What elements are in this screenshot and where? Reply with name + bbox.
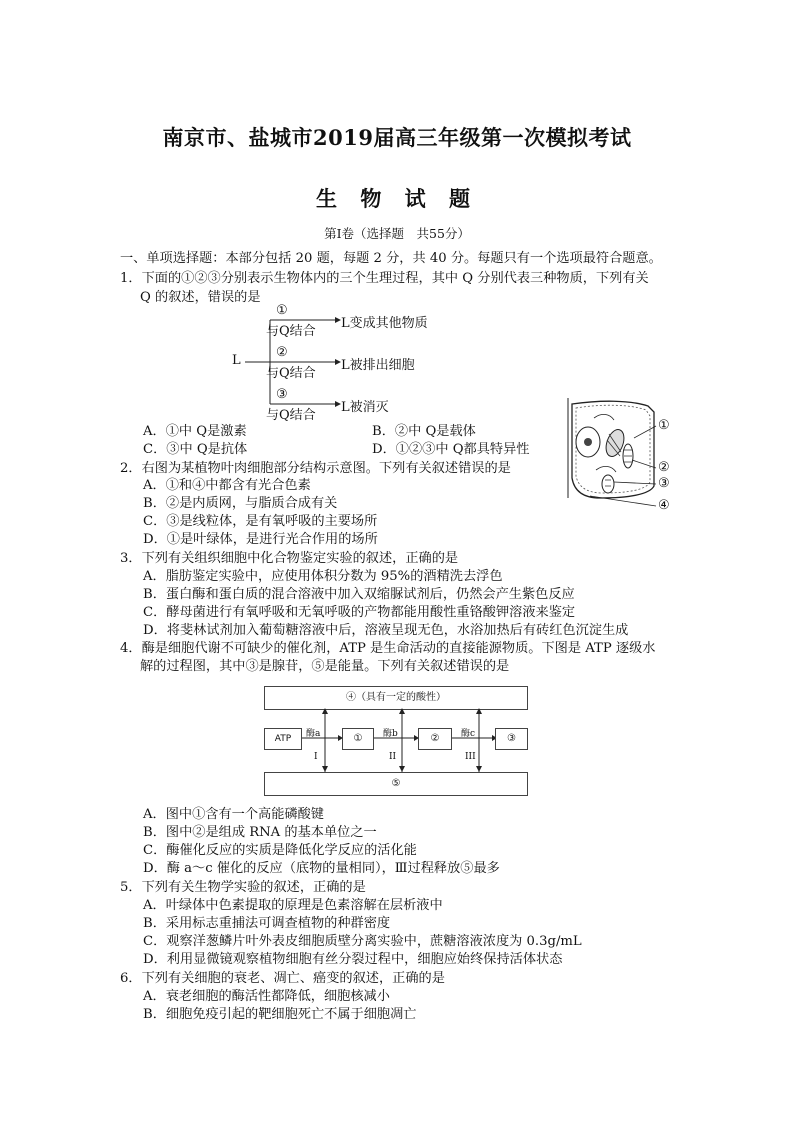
q4-bottom-box-label: ⑤ [391,778,401,789]
q3-option-c: C．酵母菌进行有氧呼吸和无氧呼吸的产物都能用酸性重铬酸钾溶液来鉴定 [143,605,576,620]
node-2 [418,728,452,750]
node-3-label: ③ [507,733,516,744]
q1-branch1-result: L变成其他物质 [341,316,428,331]
page-title: 南京市、盐城市2019届高三年级第一次模拟考试 [162,125,632,150]
q5-stem: 5．下列有关生物学实验的叙述，正确的是 [120,880,366,895]
q6-stem: 6．下列有关细胞的衰老、凋亡、癌变的叙述，正确的是 [120,971,445,986]
q1-option-b: B．②中 Q是载体 [372,424,476,439]
q1-option-c: C．③中 Q是抗体 [143,442,248,457]
q4-option-d: D．酶 a～c 催化的反应（底物的量相同），Ⅲ过程释放⑤最多 [143,861,500,876]
q4-top-box-label: ④（具有一定的酸性） [346,692,446,703]
node-1 [342,728,374,750]
node-1-label: ① [353,733,363,744]
q1-branch2-result: L被排出细胞 [341,358,415,373]
q4-option-a: A．图中①含有一个高能磷酸键 [143,807,324,822]
q5-option-d: D．利用显微镜观察植物细胞有丝分裂过程中，细胞应始终保持活体状态 [143,952,563,967]
part-heading: 第Ⅰ卷（选择题 共55分） [324,226,470,241]
q4-top-box [264,686,528,710]
q2-option-d: D．①是叶绿体，是进行光合作用的场所 [143,532,378,547]
q2-option-b: B．②是内质网，与脂质合成有关 [143,496,338,511]
q3-stem: 3．下列有关组织细胞中化合物鉴定实验的叙述，正确的是 [120,551,459,566]
q4-stem-line2: 解的过程图，其中③是腺苷，⑤是能量。下列有关叙述错误的是 [140,659,510,674]
step-1-label: I [314,752,318,762]
q1-branch3-result: L被消灭 [341,400,389,415]
node-2-label: ② [430,733,440,744]
q6-option-b: B．细胞免疫引起的靶细胞死亡不属于细胞凋亡 [143,1007,417,1022]
q1-branch1-label: 与Q结合 [266,324,316,339]
q1-branch2-label: 与Q结合 [266,366,316,381]
q5-option-b: B．采用标志重捕法可调查植物的种群密度 [143,916,391,931]
q1-stem-line2: Q 的叙述，错误的是 [140,290,261,305]
q1-option-d: D．①②③中 Q都具特异性 [372,442,530,457]
q4-arrows [264,708,528,774]
q1-branch3-label: 与Q结合 [266,408,316,423]
q2-option-c: C．③是线粒体，是有氧呼吸的主要场所 [143,514,378,529]
cell-label-2: ② [658,460,670,475]
node-3 [495,728,528,750]
q4-option-c: C．酶催化反应的实质是降低化学反应的活化能 [143,843,417,858]
q5-option-a: A．叶绿体中色素提取的原理是色素溶解在层析液中 [143,898,443,913]
q1-branch1-num: ① [276,303,288,318]
q2-stem: 2．右图为某植物叶肉细胞部分结构示意图。下列有关叙述错误的是 [120,461,511,476]
q5-option-c: C．观察洋葱鳞片叶外表皮细胞质壁分离实验中，蔗糖溶液浓度为 0.3g/mL [143,934,582,949]
enzyme-a-label: 酶a [306,729,321,739]
page-subtitle: 生 物 试 题 [316,186,478,211]
q4-stem-line1: 4．酶是细胞代谢不可缺少的催化剂，ATP 是生命活动的直接能源物质。下图是 ATP 逐级水 [120,641,656,656]
q1-stem-line1: 1．下面的①②③分别表示生物体内的三个生理过程，其中 Q 分别代表三种物质，下列有关 [120,271,649,286]
cell-label-1: ① [658,418,670,433]
q2-option-a: A．①和④中都含有光合色素 [143,478,311,493]
cell-label-3: ③ [658,476,670,491]
q4-option-b: B．图中②是组成 RNA 的基本单位之一 [143,825,377,840]
q3-option-d: D．将斐林试剂加入葡萄糖溶液中后，溶液呈现无色，水浴加热后有砖红色沉淀生成 [143,623,629,638]
enzyme-c-label: 酶c [461,729,476,739]
step-2-label: II [389,752,397,762]
step-3-label: III [465,752,476,762]
q1-branch2-num: ② [276,345,288,360]
cell-label-4: ④ [658,498,670,513]
q1-option-a: A．①中 Q是激素 [143,424,247,439]
q1-branch3-num: ③ [276,387,288,402]
q1-origin-label: L [232,353,241,368]
q3-option-a: A．脂肪鉴定实验中，应使用体积分数为 95%的酒精洗去浮色 [143,569,503,584]
section-heading: 一、单项选择题：本部分包括 20 题，每题 2 分，共 40 分。每题只有一个选项最符合题意。 [120,251,662,266]
atp-node-label: ATP [274,734,292,744]
q4-bottom-box [264,772,528,796]
atp-node [264,728,302,750]
q6-option-a: A．衰老细胞的酶活性都降低，细胞核减小 [143,989,390,1004]
q3-option-b: B．蛋白酶和蛋白质的混合溶液中加入双缩脲试剂后，仍然会产生紫色反应 [143,587,575,602]
enzyme-b-label: 酶b [383,729,398,739]
